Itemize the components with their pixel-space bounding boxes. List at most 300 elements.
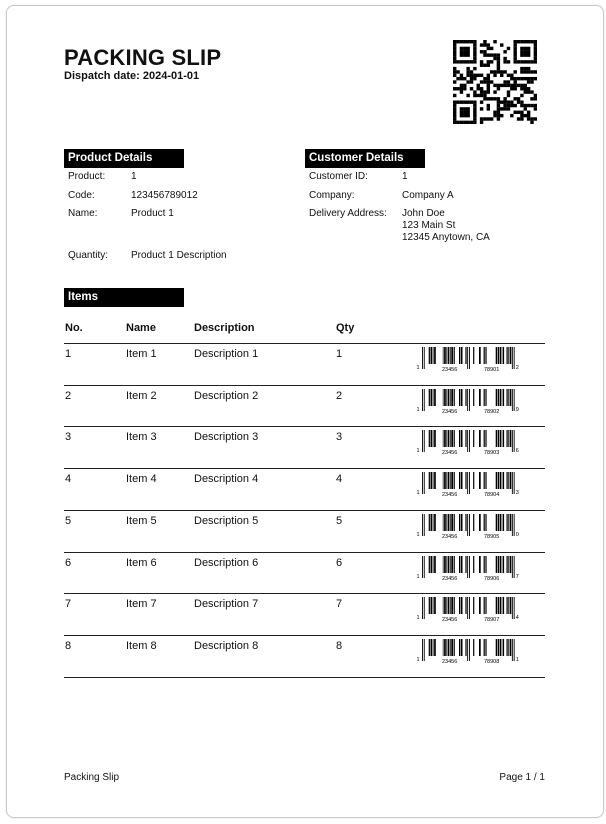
barcode-bar — [503, 639, 504, 656]
barcode-bar — [450, 639, 451, 656]
barcode-bar — [461, 430, 463, 447]
barcode-bar — [502, 597, 503, 614]
barcode-bar — [503, 430, 504, 447]
barcode-bar — [451, 430, 453, 447]
barcode-bar — [459, 514, 460, 531]
barcode-bar — [484, 430, 485, 447]
barcode-left-digits: 23456 — [442, 408, 458, 415]
barcode-bar — [508, 389, 509, 406]
barcode-bar — [485, 430, 486, 447]
barcode-bar — [429, 514, 430, 531]
barcode-check-digit: 7 — [515, 573, 519, 580]
barcode-bar — [484, 639, 485, 656]
row-no: 7 — [65, 598, 72, 611]
barcode-bar — [433, 347, 434, 364]
barcode-bar — [446, 389, 447, 406]
barcode-first-digit: 1 — [416, 490, 420, 497]
row-divider — [64, 510, 545, 511]
barcode-bar — [496, 639, 498, 656]
barcode-bar — [473, 430, 474, 447]
row-no: 4 — [65, 473, 72, 486]
barcode-bar — [454, 556, 455, 573]
barcode-bar — [467, 430, 468, 452]
barcode-bar — [500, 556, 501, 573]
barcode-bar — [454, 472, 455, 489]
barcode-bar — [444, 389, 446, 406]
barcode-bar — [450, 597, 451, 614]
barcode-first-digit: 1 — [416, 656, 420, 663]
barcode-bar — [434, 639, 436, 656]
code-value: 123456789012 — [131, 190, 198, 201]
barcode-bar — [467, 597, 468, 619]
barcode-bar — [485, 639, 486, 656]
barcode-bar — [498, 389, 499, 406]
barcode-bar — [503, 472, 504, 489]
barcode-bar — [500, 597, 501, 614]
barcode-bar — [443, 389, 444, 406]
code-label: Code: — [68, 190, 95, 201]
barcode-right-digits: 78903 — [484, 450, 500, 457]
barcode-bar — [451, 639, 453, 656]
barcode-first-digit: 1 — [416, 615, 420, 622]
barcode-bar — [503, 347, 504, 364]
barcode-bar — [484, 472, 485, 489]
barcode-bar — [473, 472, 474, 489]
barcode-bar — [510, 639, 512, 656]
row-no: 2 — [65, 389, 72, 402]
barcode-bar — [469, 556, 470, 578]
barcode-bar — [431, 556, 433, 573]
barcode-bar — [429, 556, 430, 573]
barcode-check-digit: 1 — [515, 656, 519, 663]
barcode-bar — [448, 430, 450, 447]
barcode-bar — [434, 430, 436, 447]
barcode-first-digit: 1 — [416, 406, 420, 413]
barcode-bar — [450, 556, 451, 573]
barcode-bar — [469, 639, 470, 661]
barcode-bar — [429, 597, 430, 614]
barcode-bar — [498, 430, 499, 447]
barcode-bar — [469, 430, 470, 452]
barcode-check-digit: 4 — [515, 615, 519, 622]
barcode-bar — [502, 639, 503, 656]
barcode-bar — [507, 347, 508, 364]
barcode-bar — [429, 347, 430, 364]
barcode-bar — [454, 597, 455, 614]
barcode-bar — [507, 514, 508, 531]
barcode-bar — [465, 597, 466, 614]
barcode-bar — [514, 430, 515, 452]
barcode-bar — [422, 430, 423, 452]
barcode-bar — [512, 347, 513, 369]
barcode-bar — [448, 347, 450, 364]
barcode-bar — [444, 472, 446, 489]
barcode-bar — [422, 472, 423, 494]
row-name: Item 4 — [126, 473, 157, 486]
barcode-bar — [446, 472, 447, 489]
barcode-bar — [508, 514, 509, 531]
barcode-bar — [508, 639, 509, 656]
barcode-bar — [434, 347, 436, 364]
column-header-no: No. — [65, 322, 83, 334]
barcode-bar — [422, 347, 423, 369]
barcode-bar — [473, 347, 474, 364]
item-barcode — [416, 430, 536, 456]
barcode-right-digits: 78907 — [484, 617, 500, 624]
quantity-value: Product 1 Description — [131, 250, 227, 261]
barcode-bar — [422, 514, 423, 536]
barcode-bar — [465, 472, 466, 489]
barcode-bar — [444, 556, 446, 573]
barcode-bar — [512, 430, 513, 452]
barcode-bar — [448, 597, 450, 614]
barcode-bar — [446, 639, 447, 656]
barcode-bar — [507, 389, 508, 406]
barcode-check-digit: 0 — [515, 531, 519, 538]
row-qty: 5 — [336, 514, 343, 527]
barcode-bar — [479, 472, 481, 489]
footer-page-number: Page 1 / 1 — [499, 772, 545, 783]
barcode-bar — [485, 389, 486, 406]
barcode-bar — [512, 514, 513, 536]
barcode-bar — [508, 347, 509, 364]
barcode-bar — [424, 347, 425, 369]
barcode-left-digits: 23456 — [442, 367, 458, 373]
barcode-bar — [434, 472, 436, 489]
row-name: Item 3 — [126, 431, 157, 444]
barcode-bar — [479, 430, 481, 447]
barcode-bar — [507, 639, 508, 656]
barcode-bar — [510, 389, 512, 406]
barcode-bar — [422, 556, 423, 578]
footer-title: Packing Slip — [64, 772, 120, 783]
barcode-bar — [459, 430, 460, 447]
name-label: Name: — [68, 208, 98, 219]
row-divider — [64, 552, 545, 553]
barcode-bar — [443, 556, 444, 573]
barcode-right-digits: 78905 — [484, 533, 500, 540]
item-barcode — [416, 597, 536, 623]
barcode-bar — [485, 556, 486, 573]
product-label: Product: — [68, 171, 106, 182]
row-no: 8 — [65, 639, 72, 652]
barcode-left-digits: 23456 — [442, 450, 458, 457]
barcode-bar — [496, 347, 498, 364]
barcode-bar — [469, 514, 470, 536]
barcode-bar — [484, 389, 485, 406]
barcode-bar — [507, 597, 508, 614]
barcode-bar — [510, 347, 512, 364]
barcode-bar — [433, 389, 434, 406]
row-description: Description 7 — [194, 598, 259, 611]
barcode-bar — [424, 472, 425, 494]
barcode-bar — [461, 556, 463, 573]
barcode-bar — [514, 639, 515, 661]
barcode-bar — [459, 472, 460, 489]
barcode-bar — [485, 472, 486, 489]
barcode-bar — [450, 514, 451, 531]
barcode-bar — [514, 556, 515, 578]
barcode-bar — [422, 639, 423, 661]
barcode-bar — [512, 556, 513, 578]
barcode-check-digit: 3 — [515, 490, 519, 497]
barcode-bar — [500, 514, 501, 531]
row-name: Item 6 — [126, 556, 157, 569]
barcode-bar — [461, 597, 463, 614]
barcode-left-digits: 23456 — [442, 575, 458, 582]
barcode-left-digits: 23456 — [442, 492, 458, 499]
row-description: Description 3 — [194, 431, 259, 444]
barcode-bar — [450, 347, 451, 364]
barcode-bar — [496, 389, 498, 406]
row-qty: 4 — [336, 473, 343, 486]
barcode-bar — [498, 639, 499, 656]
company-label: Company: — [309, 190, 355, 201]
barcode-bar — [444, 347, 446, 364]
customer-id-value: 1 — [402, 171, 408, 182]
barcode-bar — [448, 389, 450, 406]
items-heading: Items — [64, 288, 184, 307]
product-value: 1 — [131, 171, 137, 182]
barcode-bar — [448, 556, 450, 573]
barcode-bar — [424, 556, 425, 578]
row-no: 3 — [65, 431, 72, 444]
barcode-bar — [461, 514, 463, 531]
barcode-bar — [467, 389, 468, 411]
barcode-right-digits: 78908 — [484, 658, 500, 665]
barcode-bar — [507, 430, 508, 447]
delivery-address-value: John Doe 123 Main St 12345 Anytown, CA — [402, 208, 490, 243]
barcode-bar — [429, 472, 430, 489]
barcode-left-digits: 23456 — [442, 617, 458, 624]
barcode-bar — [446, 556, 447, 573]
barcode-bar — [461, 639, 463, 656]
barcode-bar — [502, 514, 503, 531]
barcode-bar — [512, 597, 513, 619]
barcode-bar — [496, 556, 498, 573]
barcode-bar — [467, 556, 468, 578]
barcode-bar — [422, 389, 423, 411]
row-qty: 7 — [336, 598, 343, 611]
barcode-bar — [469, 347, 470, 369]
barcode-bar — [450, 389, 451, 406]
row-description: Description 4 — [194, 473, 259, 486]
barcode-bar — [429, 430, 430, 447]
row-divider — [64, 468, 545, 469]
barcode-bar — [508, 472, 509, 489]
barcode-bar — [446, 347, 447, 364]
barcode-bar — [451, 556, 453, 573]
barcode-bar — [459, 556, 460, 573]
barcode-bar — [448, 639, 450, 656]
barcode-first-digit: 1 — [416, 448, 420, 455]
row-description: Description 5 — [194, 514, 259, 527]
barcode-bar — [433, 514, 434, 531]
barcode-bar — [433, 430, 434, 447]
barcode-bar — [429, 389, 430, 406]
barcode-bar — [514, 472, 515, 494]
customer-details-heading: Customer Details — [305, 149, 425, 168]
barcode-right-digits: 78904 — [484, 492, 500, 499]
barcode-bar — [510, 597, 512, 614]
barcode-bar — [503, 514, 504, 531]
barcode-bar — [465, 430, 466, 447]
barcode-bar — [443, 514, 444, 531]
barcode-bar — [443, 639, 444, 656]
barcode-bar — [479, 639, 481, 656]
item-barcode — [416, 514, 536, 540]
barcode-bar — [496, 597, 498, 614]
barcode-bar — [465, 639, 466, 656]
barcode-bar — [496, 430, 498, 447]
barcode-bar — [465, 556, 466, 573]
barcode-bar — [512, 472, 513, 494]
row-no: 1 — [65, 348, 72, 360]
barcode-bar — [461, 347, 463, 364]
row-name: Item 1 — [126, 348, 157, 360]
row-description: Description 1 — [194, 348, 259, 360]
barcode-bar — [473, 514, 474, 531]
barcode-bar — [479, 514, 481, 531]
barcode-bar — [510, 472, 512, 489]
barcode-bar — [431, 389, 433, 406]
barcode-bar — [446, 430, 447, 447]
item-barcode — [416, 639, 536, 665]
barcode-bar — [451, 347, 453, 364]
barcode-bar — [446, 597, 447, 614]
barcode-check-digit: 9 — [515, 406, 519, 413]
barcode-bar — [510, 430, 512, 447]
row-description: Description 6 — [194, 556, 259, 569]
barcode-bar — [503, 389, 504, 406]
barcode-bar — [446, 514, 447, 531]
barcode-bar — [502, 472, 503, 489]
row-description: Description 2 — [194, 389, 259, 402]
item-barcode — [416, 389, 536, 415]
barcode-bar — [479, 556, 481, 573]
barcode-bar — [451, 472, 453, 489]
barcode-bar — [454, 389, 455, 406]
barcode-bar — [450, 430, 451, 447]
barcode-bar — [461, 472, 463, 489]
barcode-bar — [422, 597, 423, 619]
barcode-bar — [467, 347, 468, 369]
barcode-bar — [424, 639, 425, 661]
barcode-bar — [429, 639, 430, 656]
barcode-bar — [433, 556, 434, 573]
barcode-bar — [443, 430, 444, 447]
barcode-bar — [479, 347, 481, 364]
barcode-bar — [500, 430, 501, 447]
barcode-bar — [502, 389, 503, 406]
quantity-label: Quantity: — [68, 250, 109, 261]
barcode-bar — [502, 430, 503, 447]
barcode-bar — [434, 556, 436, 573]
row-qty: 2 — [336, 389, 343, 402]
barcode-bar — [424, 597, 425, 619]
barcode-bar — [465, 514, 466, 531]
barcode-left-digits: 23456 — [442, 658, 458, 665]
barcode-bar — [484, 514, 485, 531]
barcode-bar — [508, 430, 509, 447]
barcode-bar — [444, 514, 446, 531]
barcode-bar — [444, 597, 446, 614]
barcode-left-digits: 23456 — [442, 533, 458, 540]
barcode-bar — [461, 389, 463, 406]
barcode-right-digits: 78901 — [484, 367, 500, 373]
barcode-bar — [514, 347, 515, 369]
row-qty: 8 — [336, 639, 343, 652]
row-no: 6 — [65, 556, 72, 569]
barcode-bar — [431, 514, 433, 531]
barcode-bar — [469, 597, 470, 619]
barcode-bar — [451, 597, 453, 614]
barcode-bar — [514, 389, 515, 411]
column-header-description: Description — [194, 322, 255, 334]
barcode-bar — [465, 347, 466, 364]
barcode-bar — [512, 639, 513, 661]
delivery-address-label: Delivery Address: — [309, 208, 387, 219]
dispatch-date: Dispatch date: 2024-01-01 — [64, 70, 200, 82]
barcode-bar — [431, 597, 433, 614]
row-description: Description 8 — [194, 639, 259, 652]
row-qty: 1 — [336, 348, 343, 360]
row-name: Item 8 — [126, 639, 157, 652]
barcode-bar — [485, 514, 486, 531]
barcode-bar — [454, 347, 455, 364]
barcode-bar — [496, 514, 498, 531]
barcode-bar — [498, 597, 499, 614]
barcode-bar — [503, 556, 504, 573]
barcode-bar — [451, 514, 453, 531]
item-barcode — [416, 556, 536, 582]
barcode-bar — [459, 597, 460, 614]
barcode-bar — [434, 389, 436, 406]
company-value: Company A — [402, 190, 454, 201]
barcode-bar — [473, 639, 474, 656]
barcode-bar — [473, 556, 474, 573]
name-value: Product 1 — [131, 208, 174, 219]
barcode-bar — [496, 472, 498, 489]
barcode-bar — [467, 472, 468, 494]
qr-code-icon — [453, 40, 537, 124]
barcode-bar — [500, 639, 501, 656]
barcode-bar — [454, 514, 455, 531]
barcode-bar — [469, 389, 470, 411]
row-name: Item 7 — [126, 598, 157, 611]
barcode-bar — [433, 597, 434, 614]
barcode-bar — [465, 389, 466, 406]
row-name: Item 5 — [126, 514, 157, 527]
row-divider — [64, 343, 545, 344]
barcode-first-digit: 1 — [416, 531, 420, 538]
barcode-check-digit: 2 — [515, 365, 519, 371]
page-title: PACKING SLIP — [64, 45, 222, 70]
barcode-bar — [424, 430, 425, 452]
row-qty: 3 — [336, 431, 343, 444]
barcode-bar — [443, 597, 444, 614]
row-divider — [64, 426, 545, 427]
barcode-bar — [448, 472, 450, 489]
row-qty: 6 — [336, 556, 343, 569]
barcode-bar — [433, 639, 434, 656]
product-details-heading: Product Details — [64, 149, 184, 168]
row-no: 5 — [65, 514, 72, 527]
row-divider — [64, 385, 545, 386]
barcode-bar — [473, 389, 474, 406]
barcode-bar — [502, 347, 503, 364]
item-barcode — [416, 472, 536, 498]
